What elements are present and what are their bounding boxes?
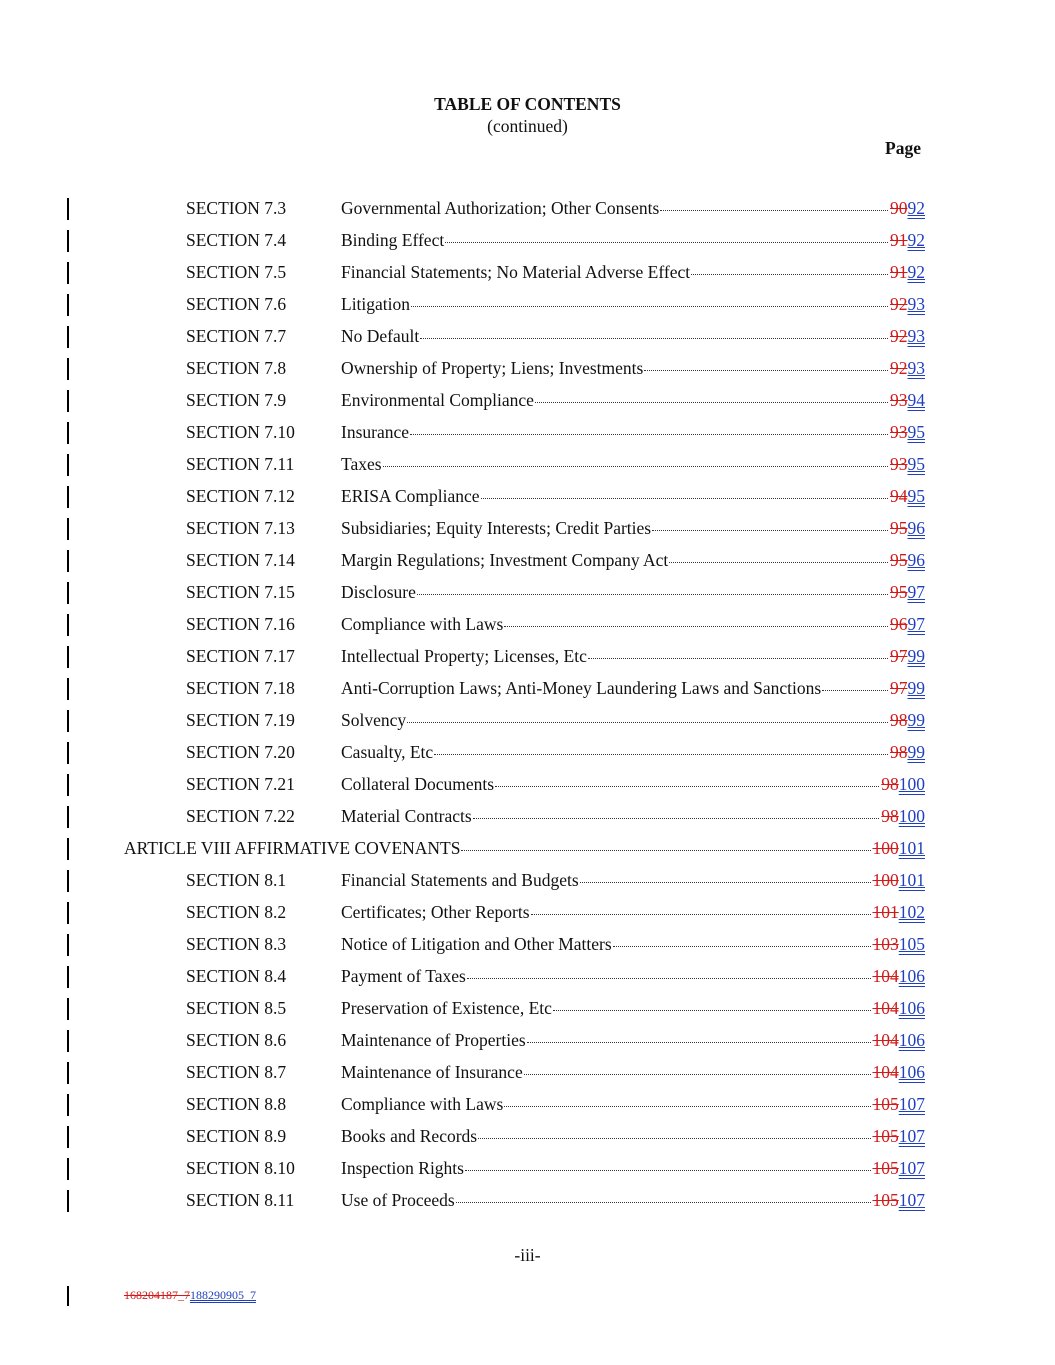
toc-entry-title: Environmental Compliance [341, 390, 534, 410]
toc-section-number: SECTION 8.7 [186, 1062, 287, 1082]
toc-entry-title: Payment of Taxes [341, 966, 466, 986]
page-number-inserted[interactable]: 97 [907, 582, 925, 602]
change-bar [67, 710, 69, 732]
toc-section-number: SECTION 8.6 [186, 1030, 287, 1050]
change-bar [67, 1030, 69, 1052]
toc-entry [341, 326, 925, 347]
page-number-deleted: 91 [890, 262, 908, 282]
page-number-inserted[interactable]: 107 [898, 1094, 925, 1114]
change-bar [67, 902, 69, 924]
dot-leader [504, 1106, 870, 1107]
toc-article-row[interactable] [0, 835, 1055, 867]
page-number-deleted: 98 [881, 774, 899, 794]
toc-section-number: SECTION 8.5 [186, 998, 287, 1018]
toc-section-number: SECTION 8.4 [186, 966, 287, 986]
change-bar [67, 518, 69, 540]
toc-entry [341, 966, 925, 987]
dot-leader [535, 402, 888, 403]
dot-leader [504, 626, 888, 627]
toc-entry [341, 646, 925, 667]
toc-section-number: SECTION 7.9 [186, 390, 287, 410]
page-number-deleted: 100 [872, 870, 899, 890]
toc-entry [341, 678, 925, 699]
page-number-deleted: 105 [872, 1190, 899, 1210]
change-bar [67, 230, 69, 252]
page-column-header: Page [885, 138, 921, 158]
page-number-inserted[interactable]: 95 [907, 422, 925, 442]
page-number-inserted[interactable]: 95 [907, 486, 925, 506]
toc-section-number: SECTION 7.13 [186, 518, 295, 538]
change-bar [67, 742, 69, 764]
toc-entry [341, 774, 925, 795]
change-bar [67, 198, 69, 220]
change-bar [67, 390, 69, 412]
toc-entry-title: Financial Statements and Budgets [341, 870, 579, 890]
toc-row[interactable] [0, 707, 1055, 739]
toc-section-number: SECTION 7.7 [186, 326, 287, 346]
toc-entry-title: Compliance with Laws [341, 614, 504, 634]
toc-row[interactable] [0, 1155, 1055, 1187]
toc-entry-title: Casualty, Etc [341, 742, 434, 762]
page-number-deleted: 105 [872, 1094, 899, 1114]
change-bar [67, 614, 69, 636]
toc-entry [341, 870, 925, 891]
toc-section-number: SECTION 7.22 [186, 806, 295, 826]
toc-row[interactable] [0, 803, 1055, 835]
page-number-deleted: 95 [890, 550, 908, 570]
dot-leader [495, 786, 879, 787]
change-bar [67, 646, 69, 668]
change-bar [67, 806, 69, 828]
toc-row[interactable] [0, 291, 1055, 323]
page-number-inserted[interactable]: 93 [907, 294, 925, 314]
change-bar [67, 934, 69, 956]
document-id [124, 1288, 256, 1303]
toc-entry-title: Maintenance of Properties [341, 1030, 526, 1050]
change-bar [67, 454, 69, 476]
change-bar [67, 1190, 69, 1212]
toc-entry-title: Financial Statements; No Material Adverse Effect [341, 262, 691, 282]
change-bar [67, 1094, 69, 1116]
toc-entry-title: No Default [341, 326, 420, 346]
toc-row[interactable] [0, 867, 1055, 899]
page-number-deleted: 98 [890, 710, 908, 730]
page-number-deleted: 98 [881, 806, 899, 826]
page-number-inserted[interactable]: 99 [907, 678, 925, 698]
dot-leader [531, 914, 871, 915]
dot-leader [478, 1138, 870, 1139]
page-number-deleted: 93 [890, 454, 908, 474]
toc-section-number: SECTION 7.15 [186, 582, 295, 602]
toc-entry-title: ARTICLE VIII AFFIRMATIVE COVENANTS [124, 838, 461, 858]
toc-section-number: SECTION 7.16 [186, 614, 295, 634]
dot-leader [691, 274, 888, 275]
toc-row[interactable] [0, 899, 1055, 931]
toc-entry-title: Maintenance of Insurance [341, 1062, 523, 1082]
toc-entry [341, 742, 925, 763]
change-bar [67, 582, 69, 604]
page-number-inserted[interactable]: 106 [898, 1062, 925, 1082]
change-bar [67, 678, 69, 700]
page-number-deleted: 95 [890, 582, 908, 602]
toc-entry [341, 998, 925, 1019]
toc-row[interactable] [0, 323, 1055, 355]
toc-row[interactable] [0, 547, 1055, 579]
toc-section-number: SECTION 8.1 [186, 870, 287, 890]
toc-section-number: SECTION 7.19 [186, 710, 295, 730]
dot-leader [445, 242, 888, 243]
page-number-deleted: 104 [872, 966, 899, 986]
page-number-inserted[interactable]: 107 [898, 1190, 925, 1210]
toc-entry [341, 518, 925, 539]
toc-entry-title: Compliance with Laws [341, 1094, 504, 1114]
page-number-inserted[interactable]: 96 [907, 518, 925, 538]
toc-section-number: SECTION 7.5 [186, 262, 287, 282]
dot-leader [580, 882, 871, 883]
toc-entry [341, 294, 925, 315]
toc-title: TABLE OF CONTENTS [434, 94, 621, 114]
toc-entry-title: Litigation [341, 294, 411, 314]
toc-section-number: SECTION 8.3 [186, 934, 287, 954]
dot-leader [644, 370, 888, 371]
toc-entry [341, 1126, 925, 1147]
page-number-inserted[interactable]: 97 [907, 614, 925, 634]
toc-entry [341, 198, 925, 219]
dot-leader [481, 498, 888, 499]
toc-row[interactable] [0, 579, 1055, 611]
toc-entry [341, 934, 925, 955]
toc-subtitle: (continued) [487, 116, 568, 136]
toc-entry [341, 1094, 925, 1115]
toc-entry [341, 454, 925, 475]
dot-leader [420, 338, 888, 339]
toc-entry-title: Books and Records [341, 1126, 478, 1146]
page-number-inserted[interactable]: 95 [907, 454, 925, 474]
toc-row[interactable] [0, 611, 1055, 643]
toc-section-number: SECTION 8.9 [186, 1126, 287, 1146]
change-bar [67, 486, 69, 508]
page-number-deleted: 92 [890, 326, 908, 346]
toc-entry [341, 1190, 925, 1211]
page-number-inserted[interactable]: 92 [907, 198, 925, 218]
toc-entry [341, 486, 925, 507]
page-number-inserted[interactable]: 100 [898, 806, 925, 826]
toc-entry-title: Notice of Litigation and Other Matters [341, 934, 612, 954]
page-number-deleted: 105 [872, 1126, 899, 1146]
change-bar [67, 1062, 69, 1084]
page-number-inserted[interactable]: 101 [898, 838, 925, 858]
dot-leader [613, 946, 871, 947]
toc-entry [341, 1158, 925, 1179]
page-number-inserted[interactable]: 92 [907, 230, 925, 250]
change-bar [67, 1286, 69, 1306]
page-number-inserted[interactable]: 106 [898, 966, 925, 986]
toc-entry [341, 262, 925, 283]
page-number-inserted[interactable]: 92 [907, 262, 925, 282]
toc-entry [341, 614, 925, 635]
toc-row[interactable] [0, 227, 1055, 259]
toc-entry-title: Material Contracts [341, 806, 472, 826]
dot-leader [669, 562, 888, 563]
toc-row[interactable] [0, 739, 1055, 771]
toc-entry [341, 710, 925, 731]
page-number-deleted: 97 [890, 678, 908, 698]
toc-entry-title: Ownership of Property; Liens; Investments [341, 358, 644, 378]
toc-entry-title: Subsidiaries; Equity Interests; Credit Parties [341, 518, 652, 538]
toc-entry-title: Insurance [341, 422, 410, 442]
dot-leader [383, 466, 888, 467]
dot-leader [465, 1170, 871, 1171]
toc-entry [341, 230, 925, 251]
page-number-deleted: 92 [890, 358, 908, 378]
page-number-inserted[interactable]: 106 [898, 998, 925, 1018]
page-number-deleted: 104 [872, 998, 899, 1018]
dot-leader [473, 818, 880, 819]
toc-entry-title: Collateral Documents [341, 774, 495, 794]
toc-row[interactable] [0, 483, 1055, 515]
toc-entry [341, 422, 925, 443]
toc-row[interactable] [0, 195, 1055, 227]
toc-entry-title: Solvency [341, 710, 407, 730]
toc-entry-title: Binding Effect [341, 230, 445, 250]
toc-section-number: SECTION 7.14 [186, 550, 295, 570]
toc-entry [341, 550, 925, 571]
change-bar [67, 838, 69, 860]
page-number-inserted[interactable]: 101 [898, 870, 925, 890]
toc-row[interactable] [0, 515, 1055, 547]
change-bar [67, 294, 69, 316]
page-number-deleted: 103 [872, 934, 899, 954]
page-number-inserted[interactable]: 107 [898, 1126, 925, 1146]
page-number-deleted: 105 [872, 1158, 899, 1178]
page-number-deleted: 91 [890, 230, 908, 250]
dot-leader [588, 658, 888, 659]
toc-entry-title: ERISA Compliance [341, 486, 480, 506]
change-bar [67, 998, 69, 1020]
page-number-inserted[interactable]: 102 [898, 902, 925, 922]
page-number-inserted[interactable]: 99 [907, 646, 925, 666]
toc-entry-title: Preservation of Existence, Etc [341, 998, 552, 1018]
page-number-deleted: 101 [872, 902, 899, 922]
toc-section-number: SECTION 8.10 [186, 1158, 295, 1178]
change-bar [67, 262, 69, 284]
dot-leader [410, 434, 888, 435]
page-number-deleted: 104 [872, 1030, 899, 1050]
toc-row[interactable] [0, 387, 1055, 419]
page-number-inserted[interactable]: 93 [907, 326, 925, 346]
toc-row[interactable] [0, 259, 1055, 291]
toc-section-number: SECTION 7.6 [186, 294, 287, 314]
dot-leader [652, 530, 888, 531]
change-bar [67, 1158, 69, 1180]
change-bar [67, 870, 69, 892]
page-number-deleted: 93 [890, 390, 908, 410]
toc-entry [341, 902, 925, 923]
page-number-deleted: 93 [890, 422, 908, 442]
toc-entry [341, 582, 925, 603]
toc-row[interactable] [0, 643, 1055, 675]
dot-leader [461, 850, 870, 851]
page-number-inserted[interactable]: 100 [898, 774, 925, 794]
change-bar [67, 774, 69, 796]
dot-leader [417, 594, 888, 595]
page-number-deleted: 92 [890, 294, 908, 314]
toc-section-number: SECTION 8.11 [186, 1190, 295, 1210]
toc-list [0, 195, 1055, 1219]
change-bar [67, 550, 69, 572]
toc-row[interactable] [0, 1123, 1055, 1155]
page-number-deleted: 100 [872, 838, 899, 858]
toc-entry [124, 838, 925, 859]
page-number-deleted: 90 [890, 198, 908, 218]
dot-leader [524, 1074, 871, 1075]
toc-row[interactable] [0, 675, 1055, 707]
toc-entry-title: Disclosure [341, 582, 416, 602]
dot-leader [822, 690, 888, 691]
toc-section-number: SECTION 7.3 [186, 198, 287, 218]
toc-entry-title: Certificates; Other Reports [341, 902, 530, 922]
page-number-inserted[interactable]: 106 [898, 1030, 925, 1050]
change-bar [67, 966, 69, 988]
toc-row[interactable] [0, 1059, 1055, 1091]
dot-leader [411, 306, 888, 307]
change-bar [67, 422, 69, 444]
toc-section-number: SECTION 8.2 [186, 902, 287, 922]
page-number-inserted[interactable]: 96 [907, 550, 925, 570]
toc-row[interactable] [0, 1187, 1055, 1219]
change-bar [67, 1126, 69, 1148]
toc-section-number: SECTION 7.17 [186, 646, 295, 666]
toc-entry-title: Use of Proceeds [341, 1190, 455, 1210]
dot-leader [467, 978, 871, 979]
toc-entry [341, 1062, 925, 1083]
toc-entry-title: Intellectual Property; Licenses, Etc [341, 646, 587, 666]
dot-leader [434, 754, 888, 755]
toc-row[interactable] [0, 419, 1055, 451]
page-number-inserted[interactable]: 105 [898, 934, 925, 954]
document-id-inserted: 188290905_7 [190, 1288, 256, 1302]
toc-section-number: SECTION 7.21 [186, 774, 295, 794]
page-number-deleted: 94 [890, 486, 908, 506]
toc-row[interactable] [0, 963, 1055, 995]
page-number-deleted: 96 [890, 614, 908, 634]
toc-entry [341, 390, 925, 411]
document-id-deleted: 168204187_7 [124, 1288, 190, 1302]
page-number-deleted: 97 [890, 646, 908, 666]
toc-entry-title: Governmental Authorization; Other Consents [341, 198, 660, 218]
toc-section-number: SECTION 7.4 [186, 230, 287, 250]
toc-section-number: SECTION 7.8 [186, 358, 287, 378]
toc-row[interactable] [0, 355, 1055, 387]
toc-row[interactable] [0, 1091, 1055, 1123]
change-bar [67, 326, 69, 348]
toc-section-number: SECTION 8.8 [186, 1094, 287, 1114]
toc-row[interactable] [0, 931, 1055, 963]
page-number-inserted[interactable]: 107 [898, 1158, 925, 1178]
toc-section-number: SECTION 7.11 [186, 454, 295, 474]
toc-row[interactable] [0, 1027, 1055, 1059]
dot-leader [407, 722, 888, 723]
page-number-inserted[interactable]: 99 [907, 742, 925, 762]
toc-section-number: SECTION 7.12 [186, 486, 295, 506]
page-number-inserted[interactable]: 94 [907, 390, 925, 410]
page-number-deleted: 98 [890, 742, 908, 762]
dot-leader [553, 1010, 871, 1011]
toc-section-number: SECTION 7.20 [186, 742, 295, 762]
toc-row[interactable] [0, 451, 1055, 483]
toc-entry-title: Taxes [341, 454, 382, 474]
page-number-deleted: 104 [872, 1062, 899, 1082]
page-number-deleted: 95 [890, 518, 908, 538]
dot-leader [456, 1202, 871, 1203]
change-bar [67, 358, 69, 380]
page-number: -iii- [514, 1245, 541, 1265]
toc-section-number: SECTION 7.18 [186, 678, 295, 698]
toc-row[interactable] [0, 995, 1055, 1027]
toc-entry-title: Inspection Rights [341, 1158, 464, 1178]
page-number-inserted[interactable]: 93 [907, 358, 925, 378]
toc-entry [341, 358, 925, 379]
toc-entry [341, 806, 925, 827]
page-number-inserted[interactable]: 99 [907, 710, 925, 730]
toc-section-number: SECTION 7.10 [186, 422, 295, 442]
dot-leader [527, 1042, 871, 1043]
toc-row[interactable] [0, 771, 1055, 803]
toc-entry [341, 1030, 925, 1051]
dot-leader [660, 210, 888, 211]
toc-entry-title: Anti-Corruption Laws; Anti-Money Laundering Laws and Sanctions [341, 678, 822, 698]
toc-entry-title: Margin Regulations; Investment Company Act [341, 550, 669, 570]
